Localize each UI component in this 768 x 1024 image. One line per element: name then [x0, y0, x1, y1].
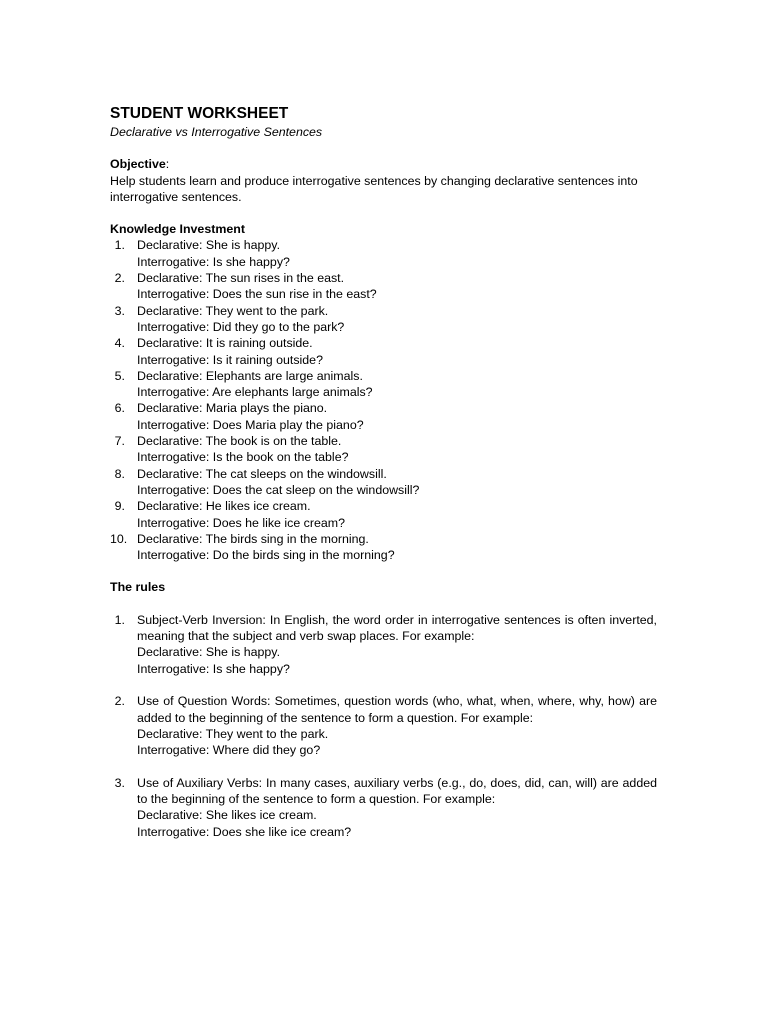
interrogative-example: Interrogative: Is she happy?: [137, 661, 290, 676]
item-number: 5.: [114, 368, 125, 383]
knowledge-heading: Knowledge Investment: [110, 222, 245, 237]
worksheet-title: STUDENT WORKSHEET: [110, 105, 289, 122]
objective-section: [110, 156, 657, 205]
worksheet-subtitle: Declarative vs Interrogative Sentences: [110, 125, 323, 139]
item-number: 10.: [110, 531, 128, 546]
interrogative-sentence: Interrogative: Is she happy?: [137, 254, 290, 269]
item-number: 4.: [114, 336, 125, 351]
declarative-sentence: Declarative: The cat sleeps on the windowsill.: [137, 466, 387, 481]
declarative-sentence: Declarative: Elephants are large animals.: [137, 368, 363, 383]
knowledge-item: [110, 270, 657, 303]
knowledge-item: [110, 237, 657, 270]
declarative-sentence: Declarative: He likes ice cream.: [137, 499, 311, 514]
rule-description: Subject-Verb Inversion: In English, the word order in interrogative sentences is often inverted, meaning that the subject and verb swap places. For example:: [137, 612, 657, 644]
interrogative-example: Interrogative: Does she like ice cream?: [137, 824, 352, 839]
interrogative-sentence: Interrogative: Are elephants large animals?: [137, 385, 373, 400]
item-number: 8.: [114, 466, 125, 481]
interrogative-sentence: Interrogative: Does the cat sleep on the windowsill?: [137, 482, 420, 497]
objective-label: Objective: [110, 157, 166, 172]
declarative-sentence: Declarative: Maria plays the piano.: [137, 401, 328, 416]
item-number: 1.: [114, 238, 125, 253]
rule-item: [110, 693, 657, 758]
knowledge-item: [110, 335, 657, 368]
knowledge-item: [110, 531, 657, 564]
rule-number: 3.: [114, 775, 125, 790]
declarative-example: Declarative: She likes ice cream.: [137, 808, 317, 823]
declarative-sentence: Declarative: The sun rises in the east.: [137, 271, 345, 286]
knowledge-item: [110, 433, 657, 466]
interrogative-sentence: Interrogative: Do the birds sing in the morning?: [137, 548, 395, 563]
objective-colon: :: [165, 157, 170, 172]
declarative-example: Declarative: They went to the park.: [137, 726, 329, 741]
rules-heading: The rules: [110, 580, 166, 595]
declarative-sentence: Declarative: They went to the park.: [137, 303, 329, 318]
objective-heading: [110, 156, 657, 172]
knowledge-item: [110, 400, 657, 433]
rule-number: 1.: [114, 612, 125, 627]
declarative-example: Declarative: She is happy.: [137, 645, 281, 660]
item-number: 6.: [114, 401, 125, 416]
declarative-sentence: Declarative: She is happy.: [137, 238, 281, 253]
declarative-sentence: Declarative: It is raining outside.: [137, 336, 313, 351]
rule-description: Use of Auxiliary Verbs: In many cases, auxiliary verbs (e.g., do, does, did, can, will) are added to the beginning of the sentence to form a question. For example:: [137, 775, 657, 806]
knowledge-item: [110, 466, 657, 499]
worksheet-content: [110, 104, 657, 856]
declarative-sentence: Declarative: The birds sing in the morning.: [137, 531, 369, 546]
interrogative-sentence: Interrogative: Did they go to the park?: [137, 319, 345, 334]
objective-text: Help students learn and produce interrogative sentences by changing declarative sentences into interrogative sentences.: [110, 173, 638, 204]
item-number: 7.: [114, 434, 125, 449]
rules-list: [110, 612, 657, 840]
item-number: 2.: [114, 271, 125, 286]
interrogative-sentence: Interrogative: Does he like ice cream?: [137, 515, 345, 530]
knowledge-list: [110, 237, 657, 563]
rule-number: 2.: [114, 694, 125, 709]
knowledge-section: [110, 221, 657, 563]
interrogative-sentence: Interrogative: Does Maria play the piano?: [137, 417, 364, 432]
interrogative-sentence: Interrogative: Does the sun rise in the east?: [137, 287, 377, 302]
item-number: 3.: [114, 303, 125, 318]
item-number: 9.: [114, 499, 125, 514]
interrogative-example: Interrogative: Where did they go?: [137, 743, 321, 758]
interrogative-sentence: Interrogative: Is the book on the table?: [137, 450, 349, 465]
interrogative-sentence: Interrogative: Is it raining outside?: [137, 352, 323, 367]
rules-section: [110, 579, 657, 839]
rule-item: [110, 775, 657, 840]
knowledge-item: [110, 303, 657, 336]
declarative-sentence: Declarative: The book is on the table.: [137, 434, 342, 449]
rule-description: Use of Question Words: Sometimes, question words (who, what, when, where, why, how) are added to the beginning of the sentence to form a question. For example:: [137, 694, 657, 725]
knowledge-item: [110, 368, 657, 401]
knowledge-item: [110, 498, 657, 531]
rule-item: [110, 612, 657, 677]
